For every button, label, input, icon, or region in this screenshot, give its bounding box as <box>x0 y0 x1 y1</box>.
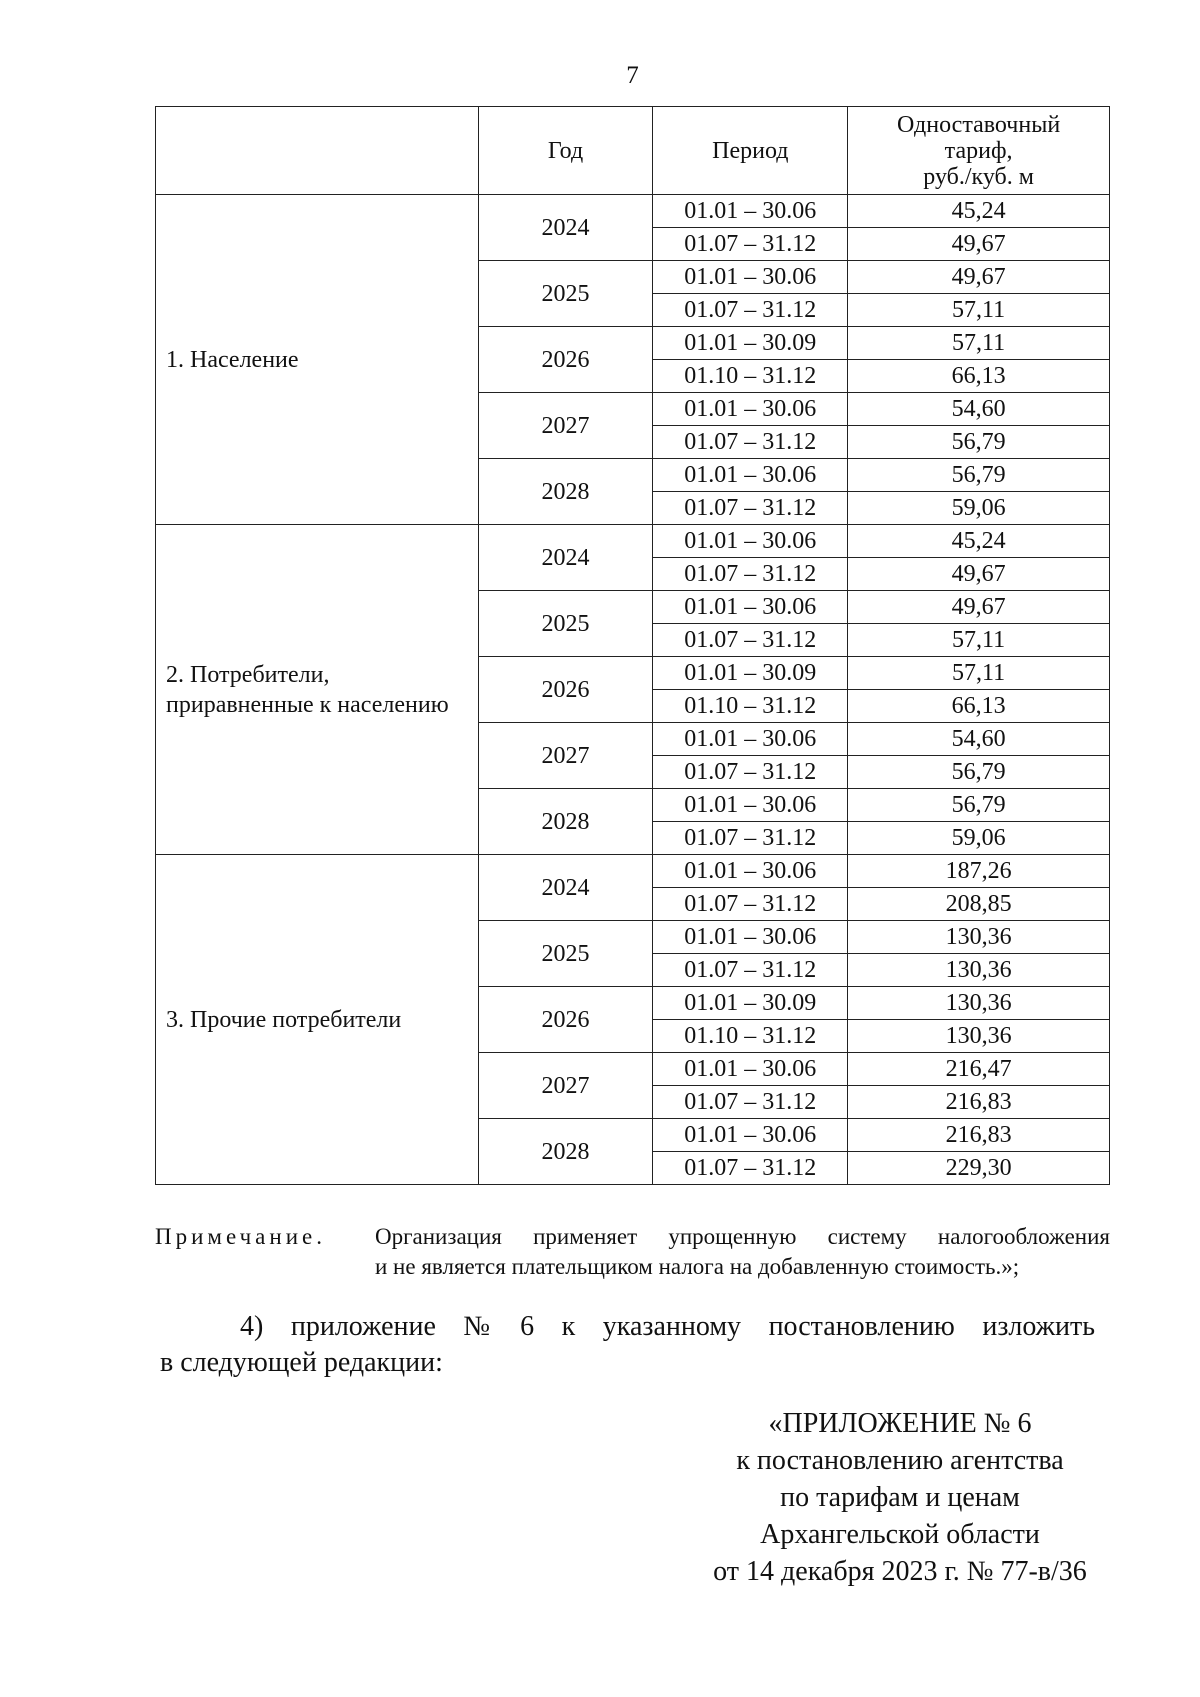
category-label: 3. Прочие потребители <box>166 1006 402 1033</box>
paragraph-item-4 <box>160 1309 1095 1381</box>
period-cell: 01.01 – 30.09 <box>653 987 848 1020</box>
tariff-cell: 130,36 <box>848 987 1110 1020</box>
appendix-line: Архангельской области <box>760 1519 1040 1550</box>
year-cell: 2027 <box>478 723 653 789</box>
header-tariff-line: тариф, <box>944 137 1013 164</box>
appendix-heading <box>690 1405 1110 1590</box>
tariff-cell: 54,60 <box>848 723 1110 756</box>
year-cell: 2028 <box>478 1119 653 1185</box>
tariff-cell: 130,36 <box>848 1020 1110 1053</box>
period-cell: 01.07 – 31.12 <box>653 954 848 987</box>
period-cell: 01.01 – 30.06 <box>653 723 848 756</box>
category-cell <box>156 525 479 855</box>
tariff-cell: 216,47 <box>848 1053 1110 1086</box>
appendix-line: «ПРИЛОЖЕНИЕ № 6 <box>768 1408 1032 1439</box>
tariff-cell: 56,79 <box>848 459 1110 492</box>
year-cell: 2025 <box>478 921 653 987</box>
header-period: Период <box>653 107 848 195</box>
year-cell: 2024 <box>478 855 653 921</box>
tariff-cell: 56,79 <box>848 756 1110 789</box>
tariff-cell: 187,26 <box>848 855 1110 888</box>
tariff-cell: 66,13 <box>848 690 1110 723</box>
period-cell: 01.01 – 30.06 <box>653 525 848 558</box>
category-label: приравненные к населению <box>166 691 449 718</box>
tariff-cell: 49,67 <box>848 591 1110 624</box>
period-cell: 01.07 – 31.12 <box>653 294 848 327</box>
period-cell: 01.07 – 31.12 <box>653 1152 848 1185</box>
period-cell: 01.07 – 31.12 <box>653 1086 848 1119</box>
period-cell: 01.10 – 31.12 <box>653 690 848 723</box>
period-cell: 01.07 – 31.12 <box>653 822 848 855</box>
period-cell: 01.01 – 30.06 <box>653 921 848 954</box>
tariff-cell: 49,67 <box>848 558 1110 591</box>
period-cell: 01.01 – 30.09 <box>653 657 848 690</box>
year-cell: 2028 <box>478 459 653 525</box>
tariff-cell: 57,11 <box>848 657 1110 690</box>
period-cell: 01.01 – 30.09 <box>653 327 848 360</box>
tariff-cell: 208,85 <box>848 888 1110 921</box>
period-cell: 01.10 – 31.12 <box>653 1020 848 1053</box>
header-category <box>156 107 479 195</box>
period-cell: 01.07 – 31.12 <box>653 624 848 657</box>
header-year: Год <box>478 107 653 195</box>
tariff-cell: 59,06 <box>848 492 1110 525</box>
period-cell: 01.01 – 30.06 <box>653 591 848 624</box>
table-row <box>156 195 1110 228</box>
period-cell: 01.01 – 30.06 <box>653 195 848 228</box>
tariff-cell: 57,11 <box>848 624 1110 657</box>
period-cell: 01.01 – 30.06 <box>653 1053 848 1086</box>
category-cell <box>156 195 479 525</box>
period-cell: 01.01 – 30.06 <box>653 855 848 888</box>
table-header-row <box>156 107 1110 195</box>
appendix-line: по тарифам и ценам <box>780 1482 1020 1513</box>
tariff-cell: 216,83 <box>848 1119 1110 1152</box>
tariff-cell: 49,67 <box>848 261 1110 294</box>
tariff-cell: 49,67 <box>848 228 1110 261</box>
period-cell: 01.07 – 31.12 <box>653 228 848 261</box>
year-cell: 2025 <box>478 261 653 327</box>
header-tariff-line: Одноставочный <box>897 111 1061 138</box>
year-cell: 2027 <box>478 393 653 459</box>
period-cell: 01.07 – 31.12 <box>653 888 848 921</box>
header-tariff-line: руб./куб. м <box>923 163 1034 190</box>
year-cell: 2026 <box>478 327 653 393</box>
tariff-cell: 216,83 <box>848 1086 1110 1119</box>
year-cell: 2026 <box>478 657 653 723</box>
year-cell: 2024 <box>478 195 653 261</box>
note-text-line2: и не является плательщиком налога на добавленную стоимость.»; <box>375 1254 1020 1279</box>
tariff-cell: 45,24 <box>848 525 1110 558</box>
year-cell: 2025 <box>478 591 653 657</box>
period-cell: 01.07 – 31.12 <box>653 756 848 789</box>
page-number: 7 <box>626 62 639 89</box>
header-tariff <box>848 107 1110 195</box>
paragraph-line1: 4) приложение № 6 к указанному постановлению изложить <box>240 1311 1095 1342</box>
year-cell: 2024 <box>478 525 653 591</box>
tariff-cell: 57,11 <box>848 327 1110 360</box>
tariff-cell: 56,79 <box>848 426 1110 459</box>
period-cell: 01.01 – 30.06 <box>653 789 848 822</box>
tariff-cell: 130,36 <box>848 921 1110 954</box>
appendix-line: к постановлению агентства <box>736 1445 1064 1476</box>
period-cell: 01.01 – 30.06 <box>653 459 848 492</box>
year-cell: 2026 <box>478 987 653 1053</box>
period-cell: 01.01 – 30.06 <box>653 393 848 426</box>
period-cell: 01.07 – 31.12 <box>653 558 848 591</box>
tariff-table <box>155 106 1110 1185</box>
tariff-cell: 59,06 <box>848 822 1110 855</box>
table-body <box>156 195 1110 1185</box>
note-label: Примечание. <box>155 1224 326 1249</box>
category-label: 1. Население <box>166 346 299 373</box>
period-cell: 01.01 – 30.06 <box>653 261 848 294</box>
year-cell: 2028 <box>478 789 653 855</box>
appendix-line: от 14 декабря 2023 г. № 77-в/36 <box>713 1556 1087 1587</box>
year-cell: 2027 <box>478 1053 653 1119</box>
period-cell: 01.10 – 31.12 <box>653 360 848 393</box>
category-label: 2. Потребители, <box>166 661 330 688</box>
tariff-cell: 130,36 <box>848 954 1110 987</box>
tariff-cell: 54,60 <box>848 393 1110 426</box>
note-text-line1: Организация применяет упрощенную систему налогообложения <box>375 1224 1110 1249</box>
table-row <box>156 855 1110 888</box>
tariff-cell: 66,13 <box>848 360 1110 393</box>
tariff-cell: 57,11 <box>848 294 1110 327</box>
tariff-cell: 56,79 <box>848 789 1110 822</box>
tariff-cell: 45,24 <box>848 195 1110 228</box>
category-cell <box>156 855 479 1185</box>
paragraph-line2: в следующей редакции: <box>160 1347 443 1378</box>
period-cell: 01.07 – 31.12 <box>653 492 848 525</box>
table-row <box>156 525 1110 558</box>
tariff-cell: 229,30 <box>848 1152 1110 1185</box>
period-cell: 01.07 – 31.12 <box>653 426 848 459</box>
period-cell: 01.01 – 30.06 <box>653 1119 848 1152</box>
